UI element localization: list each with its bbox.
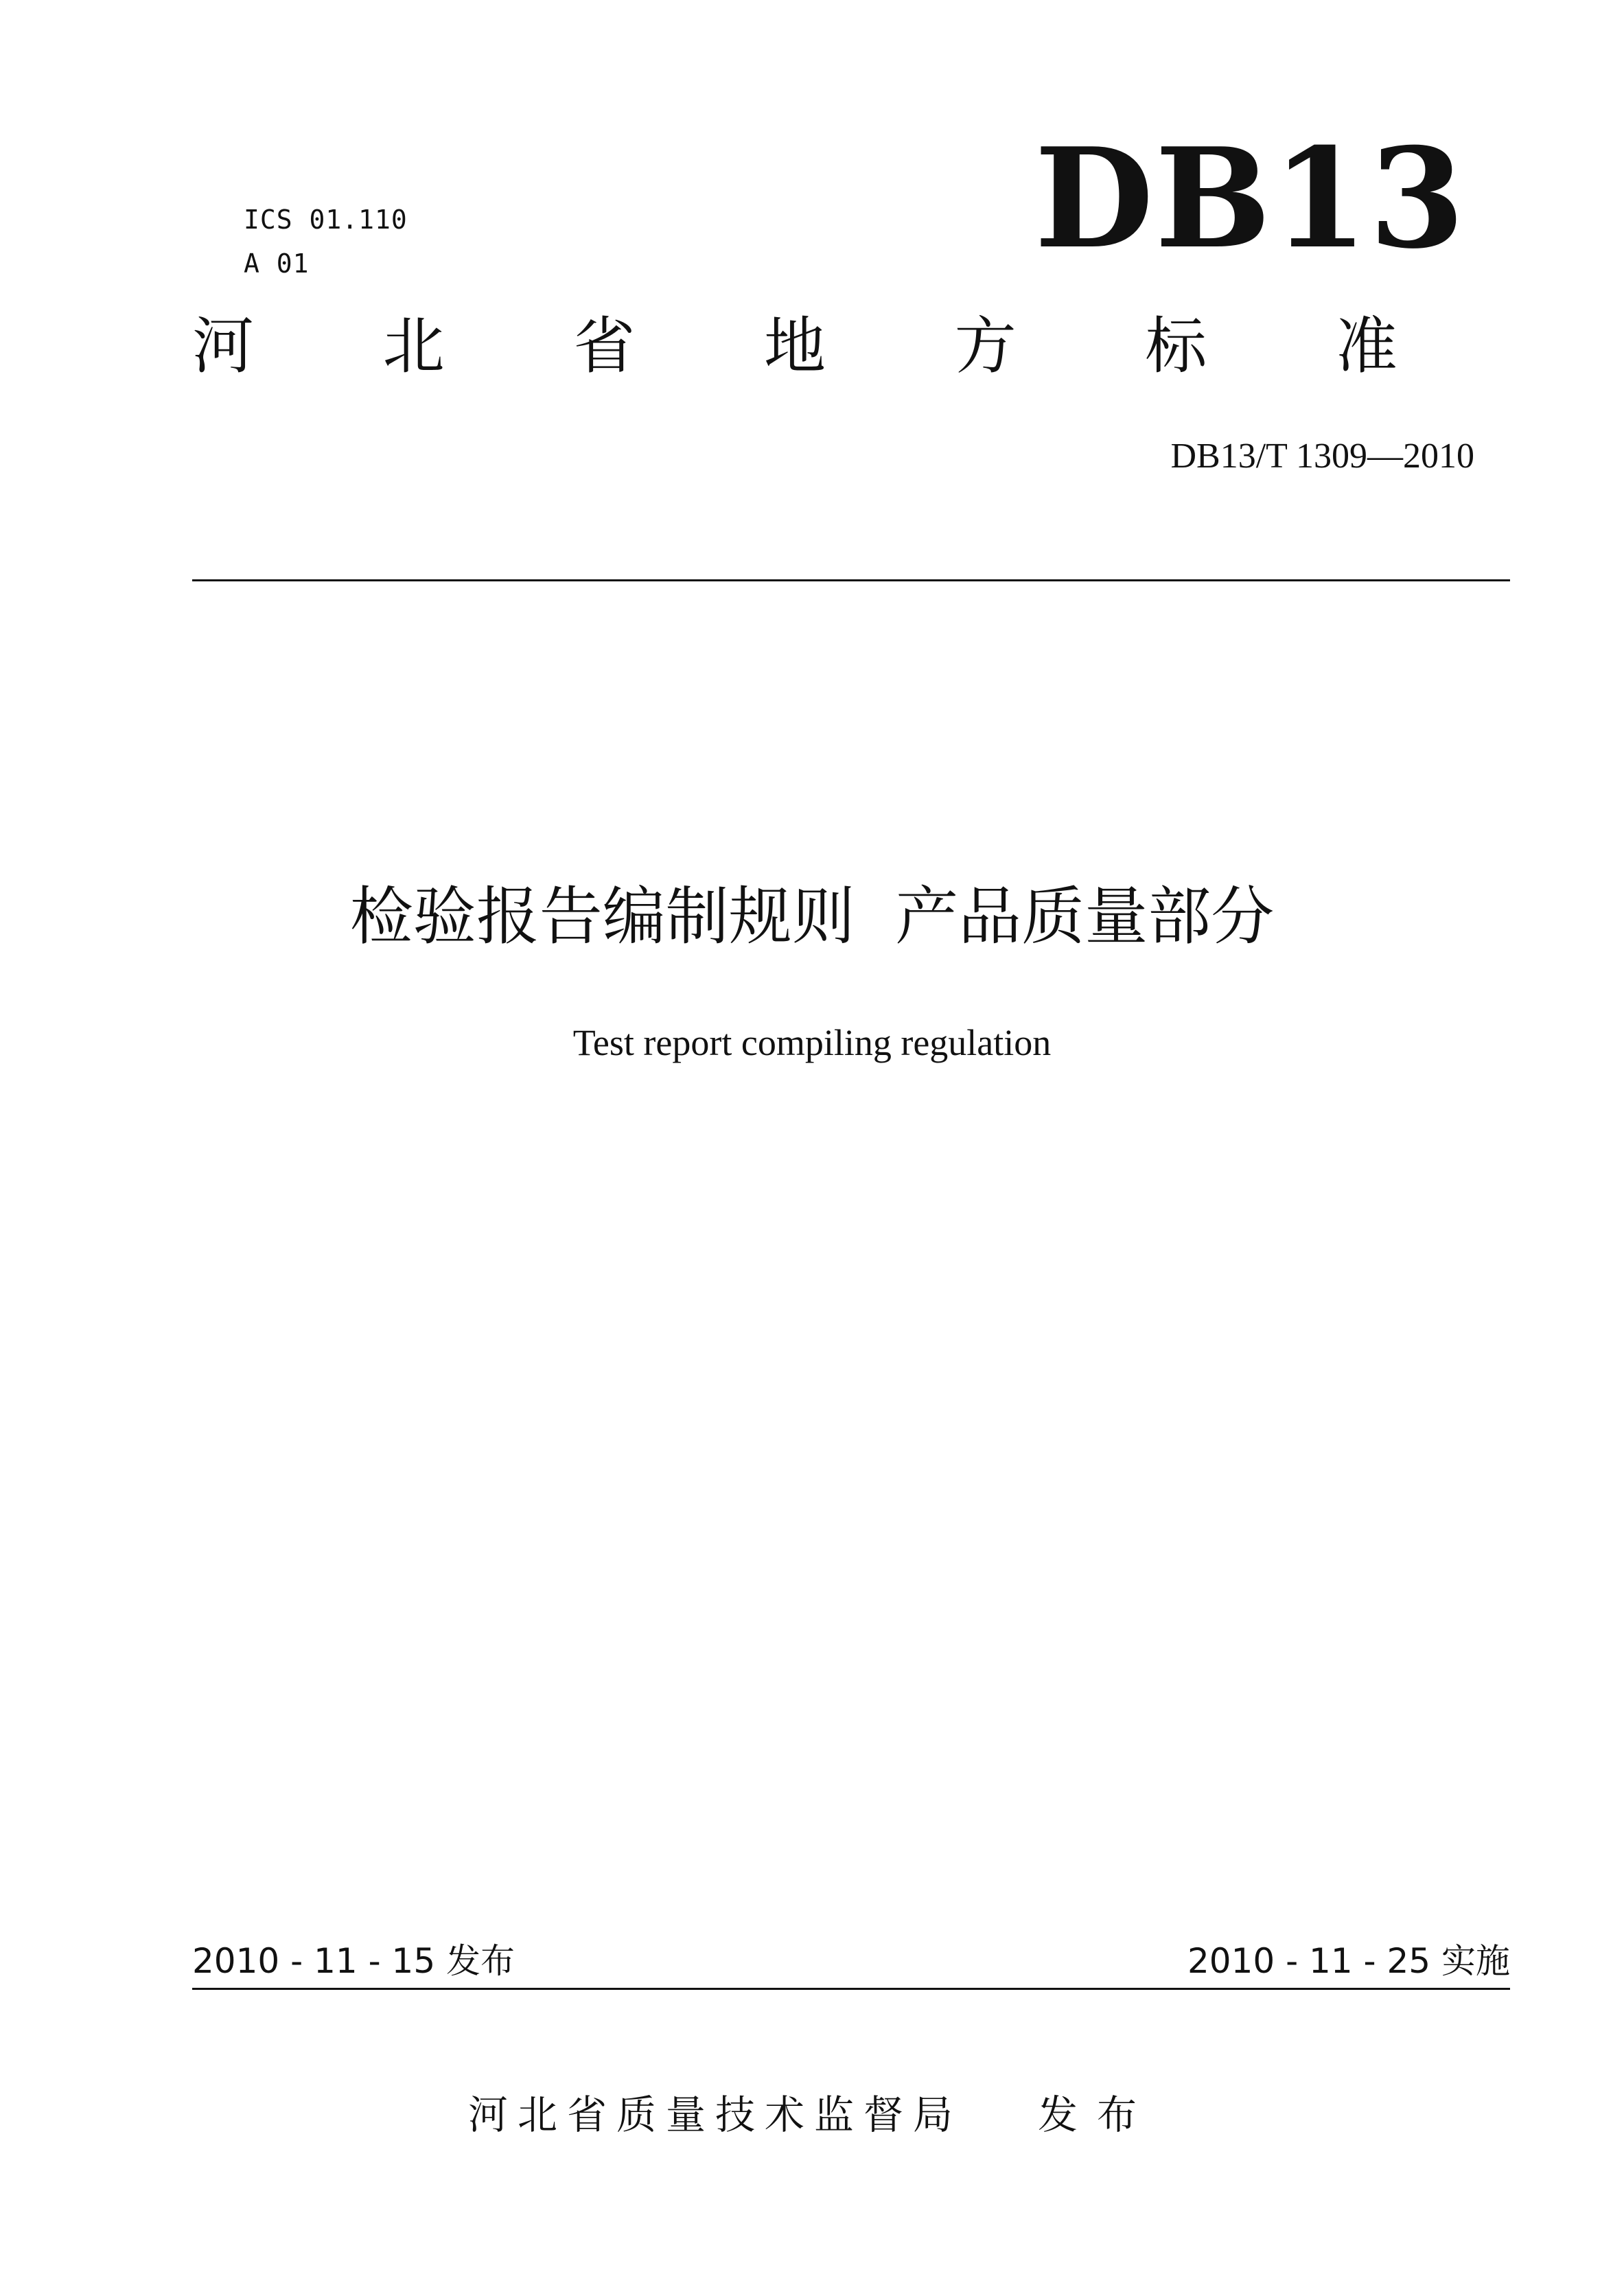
issuing-organization: 河北省质量技术监督局	[467, 2091, 962, 2138]
standard-type-char: 省	[573, 310, 636, 382]
standard-code-mark: DB13	[1034, 118, 1466, 279]
issuer-line	[0, 2091, 1624, 2138]
issue-date: 2010 - 11 - 15 发布	[192, 1941, 515, 1981]
standard-type-char: 地	[763, 310, 826, 382]
standard-type-char: 标	[1145, 310, 1207, 382]
ccs-code: A 01	[244, 248, 310, 279]
document-number: DB13/T 1309—2010	[1170, 437, 1474, 476]
issue-action: 发布	[1038, 2091, 1157, 2138]
document-title-english: Test report compiling regulation	[572, 1022, 1052, 1063]
implementation-date: 2010 - 11 - 25 实施	[1187, 1941, 1510, 1981]
document-title-chinese: 检验报告编制规则 产品质量部分	[349, 880, 1275, 953]
standard-type-char: 准	[1335, 310, 1397, 382]
standard-type-char: 方	[954, 310, 1017, 382]
footer-divider	[192, 1988, 1510, 1990]
header-divider	[192, 579, 1510, 581]
ics-code: ICS 01.110	[244, 205, 408, 235]
standard-type-heading	[192, 312, 1397, 380]
classification-codes	[244, 198, 408, 286]
standard-type-char: 北	[382, 310, 445, 382]
standard-type-char: 河	[192, 310, 254, 382]
